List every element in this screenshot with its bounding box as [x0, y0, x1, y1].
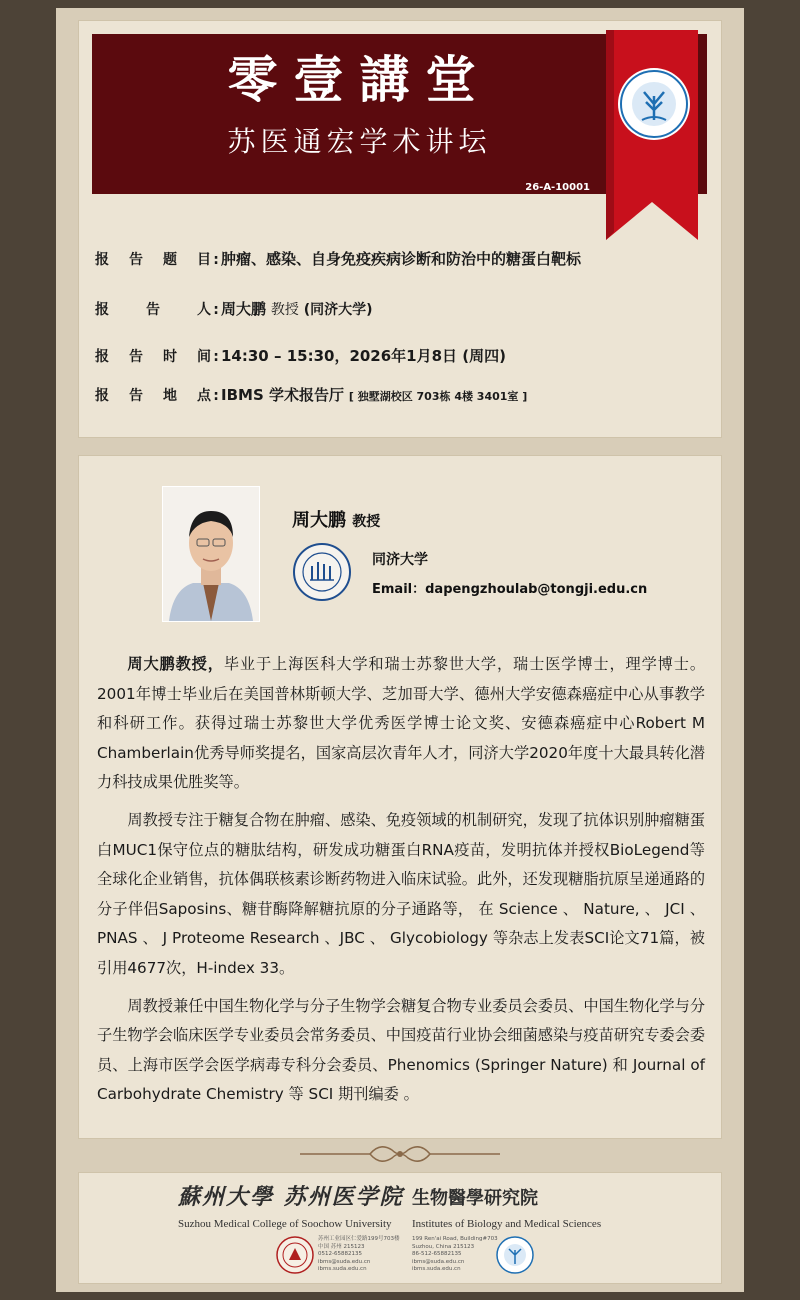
ibms-name-cn: 生物醫學研究院 [412, 1188, 538, 1209]
address-cn-line-4: ibms@suda.edu.cn [318, 1258, 371, 1265]
ibms-seal-icon [496, 1236, 534, 1274]
bio-paragraph-1 [97, 650, 705, 798]
tongji-logo-icon [292, 542, 352, 602]
address-en [412, 1236, 498, 1274]
address-cn-line-5: ibms.suda.edu.cn [318, 1266, 367, 1272]
ornament-divider-icon [300, 1138, 500, 1168]
profile-university: 同济大学 [372, 552, 428, 568]
speaker-photo [162, 486, 260, 622]
address-en-line-5: ibms.suda.edu.cn [412, 1266, 461, 1272]
address-en-line-1: 199 Ren'ai Road, Building#703 [412, 1236, 498, 1242]
speaker-biography [97, 650, 705, 1118]
event-code: 26-A-10001 [525, 182, 590, 193]
address-cn [318, 1236, 400, 1274]
bio-paragraph-1-text: 毕业于上海医科大学和瑞士苏黎世大学，瑞士医学博士，理学博士。2001年博士毕业后在美国普林斯顿大学、芝加哥大学、德州大学安德森癌症中心从事教学和科研工作。获得过瑞士苏黎世大学优秀医学博士论文奖、安德森癌症中心Robert M Chamberlain优秀导师奖提名，国家高层次青年人才，同济大学2020年度十大最具转化潜力科技成果优胜奖等。 [97, 655, 706, 792]
bio-paragraph-3: 周教授兼任中国生物化学与分子生物学会糖复合物专业委员会委员、中国生物化学与分子生物学会临床医学专业委员会常务委员、中国疫苗行业协会细菌感染与疫苗研究专委会委员、上海市医学会医学病毒专科分会委员、Phenomics (Springer Nature) 和 Journal of Carbohydrate Chemistry 等 SCI 期刊编委 。 [97, 996, 705, 1104]
topic-label: 报告题目 [95, 252, 211, 268]
speaker-row: 报告人 : 周大鹏 教授 (同济大学) [95, 300, 373, 318]
time-row: 报告时间 : 14:30 – 15:30，2026年1月8日 (周四) [95, 347, 506, 365]
topic-value: 肿瘤、感染、自身免疫疾病诊断和防治中的糖蛋白靶标 [221, 250, 582, 268]
address-cn-line-2: 中国 苏州 215123 [318, 1243, 365, 1250]
time-value: 14:30 – 15:30，2026年1月8日 (周四) [221, 347, 506, 365]
bio-lead: 周大鹏教授， [127, 655, 224, 673]
address-cn-line-3: 0512-65882135 [318, 1251, 362, 1257]
lecture-series-subtitle: 苏医通宏学术讲坛 [227, 125, 492, 158]
suda-name-en: Suzhou Medical College of Soochow University [178, 1218, 392, 1230]
speaker-title: 教授 [270, 302, 299, 318]
bio-paragraph-2: 周教授专注于糖复合物在肿瘤、感染、免疫领域的机制研究，发现了抗体识别肿瘤糖蛋白MUC1保守位点的糖肽结构，研发成功糖蛋白RNA疫苗，发明抗体并授权BioLegend等全球化企业销售，抗体偶联核素诊断药物进入临床试验。此外，还发现糖脂抗原呈递通路的分子伴侣Saposins、糖苷酶降解糖抗原的分子通路等， 在 Science 、 Nature, 、 JCI 、 PNAS 、 J Proteome Research 、JBC 、 Glycobiology 等杂志上发表SCI论文71篇，被引用4677次，H-index 33。 [97, 810, 705, 977]
address-en-line-2: Suzhou, China 215123 [412, 1243, 475, 1250]
profile-name: 周大鹏 [292, 510, 346, 531]
address-en-line-3: 86-512-65882135 [412, 1251, 462, 1257]
profile-title: 教授 [352, 514, 381, 530]
profile-email: Email：dapengzhoulab@tongji.edu.cn [372, 582, 648, 597]
speaker-name: 周大鹏 [221, 300, 267, 318]
profile-name-line [292, 506, 380, 532]
speaker-affiliation: (同济大学) [303, 302, 373, 318]
topic-row: 报告题目 : 肿瘤、感染、自身免疫疾病诊断和防治中的糖蛋白靶标 [95, 250, 582, 268]
address-en-line-4: ibms@suda.edu.cn [412, 1258, 465, 1265]
address-cn-line-1: 苏州工业园区仁爱路199号703楼 [318, 1236, 400, 1242]
ibms-logo-icon [606, 30, 698, 240]
place-detail: [ 独墅湖校区 703栋 4楼 3401室 ] [348, 390, 528, 403]
place-label: 报告地点 [95, 388, 211, 404]
place-row: 报告地点 : IBMS 学术报告厅 [ 独墅湖校区 703栋 4楼 3401室 ] [95, 386, 528, 404]
speaker-label: 报告人 [95, 302, 211, 318]
suda-seal-icon [276, 1236, 314, 1274]
suda-name-cn: 蘇州大學 苏州医学院 [178, 1184, 404, 1210]
lecture-series-title: 零壹講堂 [227, 51, 492, 109]
place-value: IBMS 学术报告厅 [221, 386, 344, 404]
ibms-name-en: Institutes of Biology and Medical Sciences [412, 1218, 602, 1230]
time-label: 报告时间 [95, 349, 211, 365]
